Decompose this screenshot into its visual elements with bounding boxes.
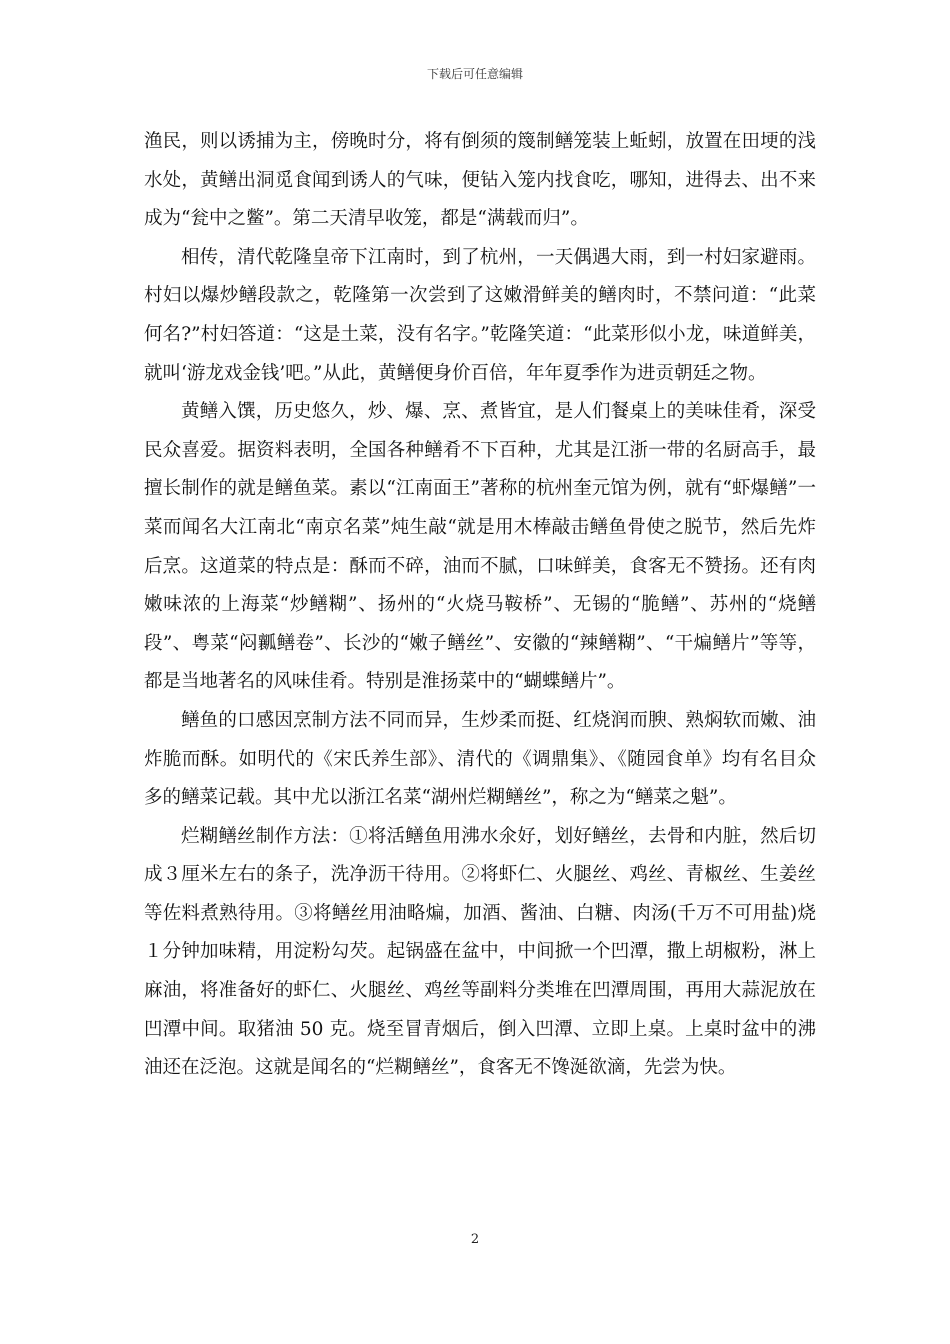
- paragraph-recipe-method: 烂糊鳝丝制作方法：①将活鳝鱼用沸水氽好，划好鳝丝，去骨和内脏，然后切成３厘米左右的条子，洗净沥干待用。②将虾仁、火腿丝、鸡丝、青椒丝、生姜丝等佐料煮熟待用。③将鳝丝用油略煸，加酒、酱油、白糖、肉汤(千万不可用盐)烧１分钟加味精，用淀粉勾芡。起锅盛在盆中，中间掀一个凹潭，撒上胡椒粉，淋上麻油，将准备好的虾仁、火腿丝、鸡丝等副料分类堆在凹潭周围，再用大蒜泥放在凹潭中间。取猪油 50 克。烧至冒青烟后，倒入凹潭、立即上桌。上桌时盆中的沸油还在泛泡。这就是闻名的“烂糊鳝丝”，食客无不馋涎欲滴，先尝为快。: [144, 825, 816, 1079]
- page-number: 2: [470, 1232, 480, 1247]
- paragraph-fishermen-trapping: 渔民，则以诱捕为主，傍晚时分，将有倒须的篾制鳝笼装上蚯蚓，放置在田埂的浅水处，黄鳝出洞觅食闻到诱人的气味，便钻入笼内找食吃，哪知，进得去、出不来成为“瓮中之鳖”。第二天清早收笼，都是“满载而归”。: [144, 131, 816, 230]
- document-body: [144, 123, 816, 1088]
- page-header: 下载后可任意编辑: [426, 67, 523, 81]
- paragraph-eel-dishes: 黄鳝入馔，历史悠久，炒、爆、烹、煮皆宜，是人们餐桌上的美味佳肴，深受民众喜爱。据资料表明，全国各种鳝肴不下百种，尤其是江浙一带的名厨高手，最擅长制作的就是鳝鱼菜。素以“江南面王”著称的杭州奎元馆为例，就有“虾爆鳝”一菜而闻名大江南北“南京名菜”炖生敲“就是用木棒敲击鳝鱼骨使之脱节，然后先炸后烹。这道菜的特点是：酥而不碎，油而不腻，口味鲜美，食客无不赞扬。还有肉嫩味浓的上海菜“炒鳝糊”、扬州的“火烧马鞍桥”、无锡的“脆鳝”、苏州的“烧鳝段”、粤菜“闷瓤鳝卷”、长沙的“嫩子鳝丝”、安徽的“辣鳝糊”、“干煸鳝片”等等，都是当地著名的风味佳肴。特别是淮扬菜中的“蝴蝶鳝片”。: [144, 401, 816, 693]
- paragraph-qianlong-legend: 相传，清代乾隆皇帝下江南时，到了杭州，一天偶遇大雨，到一村妇家避雨。村妇以爆炒鳝段款之，乾隆第一次尝到了这嫩滑鲜美的鳝肉时，不禁问道：“此菜何名?”村妇答道：“这是土菜，没有名字。”乾隆笑道：“此菜形似小龙，味道鲜美，就叫‘游龙戏金钱’吧。”从此，黄鳝便身价百倍，年年夏季作为进贡朝廷之物。: [144, 246, 816, 384]
- paragraph-cooking-textures: 鳝鱼的口感因烹制方法不同而异，生炒柔而挺、红烧润而腴、熟焖软而嫩、油炸脆而酥。如明代的《宋氏养生部》、清代的《调鼎集》、《随园食单》均有名目众多的鳝菜记载。其中尤以浙江名菜“湖州烂糊鳝丝”，称之为“鳝菜之魁”。: [144, 709, 816, 809]
